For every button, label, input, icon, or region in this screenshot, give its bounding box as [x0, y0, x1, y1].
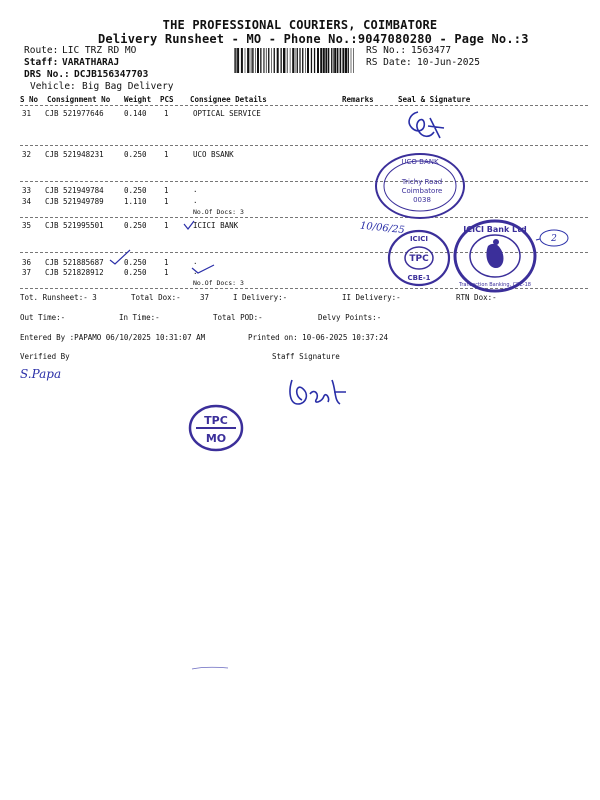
handwritten-date-text: 10/06/25	[359, 220, 406, 236]
col-sno: S No	[20, 95, 39, 104]
staff-value: VARATHARAJ	[62, 57, 120, 68]
row-35-details: ICICI BANK	[193, 221, 239, 230]
row-33-details: .	[193, 185, 198, 194]
row-33-weight: 0.250	[124, 186, 147, 195]
ii-delivery: II Delivery:-	[342, 293, 401, 302]
tpc-stamp-bottom: MO	[205, 432, 227, 445]
row-37-details: .	[193, 267, 198, 276]
row-34-consignment: CJB 521949789	[45, 197, 104, 206]
row-36-weight: 0.250	[124, 258, 147, 267]
row-34-details: .	[193, 196, 198, 205]
entered-by: Entered By :PAPAMO 06/10/2025 10:31:07 AM	[20, 333, 206, 342]
col-consignment: Consignment No	[47, 95, 111, 104]
uco-stamp-line3: 0038	[413, 196, 431, 204]
row-36-details: .	[193, 257, 198, 266]
row-31-consignment: CJB 521977646	[45, 109, 104, 118]
tpc-small-top: ICICI	[409, 235, 429, 243]
row-34-pcs: 1	[164, 197, 169, 206]
icici-stamp-text: ICICI Bank Ltd	[463, 225, 527, 234]
col-pcs: PCS	[160, 95, 174, 104]
uco-stamp-top: UCO BANK	[401, 158, 439, 166]
row-31-pcs: 1	[164, 109, 169, 118]
verified-by-label: Verified By	[20, 352, 70, 361]
row-divider	[20, 181, 588, 182]
row-35-sno: 35	[22, 221, 32, 230]
uco-bank-stamp	[372, 150, 468, 222]
row-37-pcs: 1	[164, 268, 169, 277]
tpc-small-center: TPC	[409, 254, 429, 264]
rs-date-label: RS Date:	[366, 57, 412, 68]
pen-stroke-mark	[190, 664, 230, 672]
icici-bank-stamp	[452, 218, 538, 294]
uco-stamp-line1: Trichy Road	[401, 178, 443, 186]
i-delivery: I Delivery:-	[233, 293, 288, 302]
staff-label: Staff:	[24, 57, 59, 68]
total-dox-label: Total Dox:-	[131, 293, 181, 302]
tpc-stamp-top: TPC	[204, 414, 228, 427]
col-consignee: Consignee Details	[190, 95, 267, 104]
check-mark-icon	[190, 262, 218, 276]
drs-value: DCJB156347703	[74, 69, 149, 80]
row-32-consignment: CJB 521948231	[45, 150, 104, 159]
tick-icon	[182, 218, 196, 232]
col-weight: Weight	[124, 95, 152, 104]
vehicle-label: Vehicle:	[30, 81, 76, 92]
row-34-sno: 34	[22, 197, 32, 206]
row-32-details: UCO BSANK	[193, 150, 234, 159]
row-37-consignment: CJB 521828912	[45, 268, 104, 277]
icici-stamp-bottom: Transaction Banking, CBE-18	[459, 282, 531, 288]
row-34-weight: 1.110	[124, 197, 147, 206]
tpc-cbe-stamp	[386, 228, 452, 288]
rs-date-value: 10-Jun-2025	[417, 57, 480, 68]
row-31-details: OPTICAL SERVICE	[193, 109, 261, 118]
tpc-mo-stamp	[188, 404, 244, 452]
handwritten-signature-icon	[400, 108, 448, 146]
row-36-consignment: CJB 521885687	[45, 258, 104, 267]
delvy-points: Delvy Points:-	[318, 313, 382, 322]
printed-on: Printed on: 10-06-2025 10:37:24	[248, 333, 388, 342]
tot-runsheet: Tot. Runsheet:- 3	[20, 293, 97, 302]
drs-label: DRS No.:	[24, 69, 70, 80]
rs-no-label: RS No.:	[366, 45, 407, 56]
staff-signature-icon	[284, 374, 360, 410]
row-31-sno: 31	[22, 109, 32, 118]
row-32-pcs: 1	[164, 150, 169, 159]
row-32-sno: 32	[22, 150, 32, 159]
row-35-pcs: 1	[164, 221, 169, 230]
no-of-docs: No.Of Docs: 3	[193, 279, 244, 287]
staff-signature-label: Staff Signature	[272, 352, 340, 361]
circled-number-text: 2	[551, 234, 557, 244]
barcode	[234, 48, 356, 73]
row-36-pcs: 1	[164, 258, 169, 267]
check-mark-icon	[108, 248, 132, 266]
verified-signature-icon	[18, 364, 82, 384]
header-divider	[20, 105, 588, 106]
row-35-weight: 0.250	[124, 221, 147, 230]
route-label: Route:	[24, 45, 59, 56]
row-37-weight: 0.250	[124, 268, 147, 277]
row-36-sno: 36	[22, 258, 32, 267]
company-title: THE PROFESSIONAL COURIERS, COIMBATORE	[162, 18, 438, 32]
row-33-pcs: 1	[164, 186, 169, 195]
route-value: LIC TRZ RD MO	[62, 45, 137, 56]
row-35-consignment: CJB 521995501	[45, 221, 104, 230]
row-33-consignment: CJB 521949784	[45, 186, 104, 195]
no-of-docs: No.Of Docs: 3	[193, 208, 244, 216]
uco-stamp-line2: Coimbatore	[401, 187, 443, 195]
col-remarks: Remarks	[342, 95, 374, 104]
tpc-small-bottom: CBE-1	[407, 274, 431, 282]
col-seal: Seal & Signature	[398, 95, 471, 104]
vehicle-value: Big Bag Delivery	[82, 81, 174, 92]
total-dox-value: 37	[200, 293, 210, 302]
runsheet-heading: Delivery Runsheet - MO - Phone No.:9047080280 - Page No.:3	[98, 32, 529, 46]
row-32-weight: 0.250	[124, 150, 147, 159]
row-33-sno: 33	[22, 186, 32, 195]
row-31-weight: 0.140	[124, 109, 147, 118]
verified-signature-text: S.Papa	[20, 367, 62, 381]
circled-number-annotation	[534, 228, 570, 248]
out-time: Out Time:-	[20, 313, 66, 322]
in-time: In Time:-	[119, 313, 160, 322]
row-divider	[20, 145, 588, 146]
rs-no-value: 1563477	[411, 45, 452, 56]
row-37-sno: 37	[22, 268, 32, 277]
rtn-dox: RTN Dox:-	[456, 293, 497, 302]
total-pod: Total POD:-	[213, 313, 263, 322]
